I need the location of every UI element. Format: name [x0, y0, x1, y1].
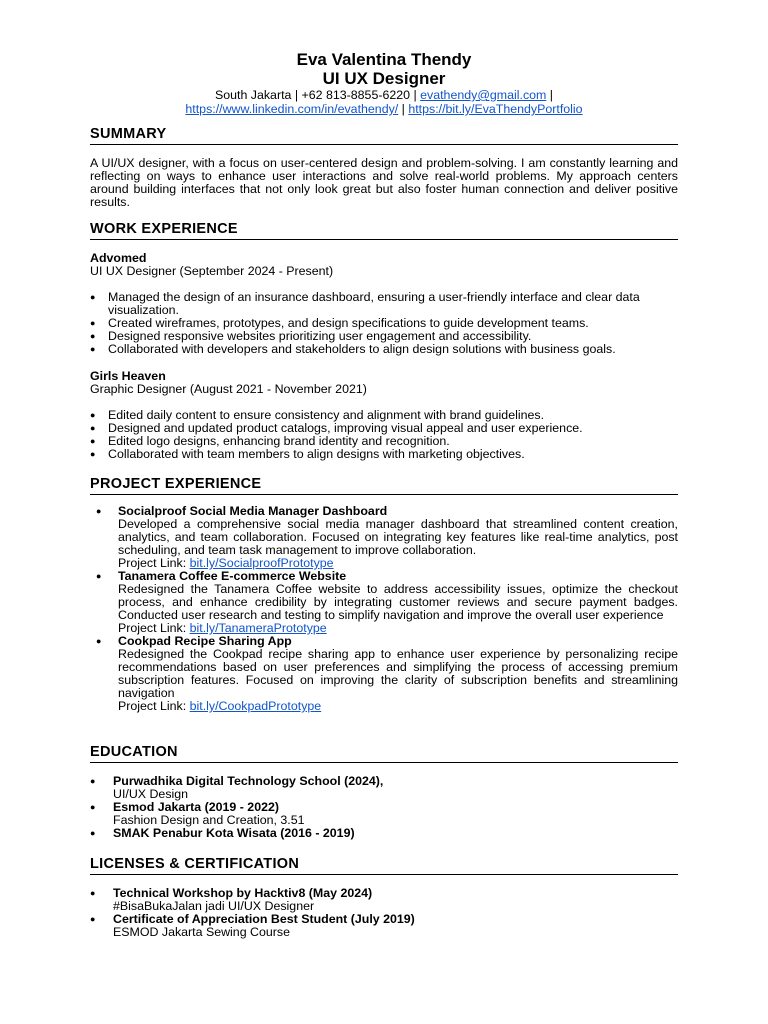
job-entry	[90, 252, 678, 356]
project-link-line	[118, 700, 678, 713]
email-link[interactable]: evathendy@gmail.com	[420, 88, 547, 102]
project-link-label: Project Link:	[118, 556, 190, 570]
links-line	[0, 102, 768, 116]
certifications-section	[90, 855, 678, 939]
work-section	[90, 220, 678, 461]
project-name: ● Socialproof Social Media Manager Dashboard	[118, 504, 388, 518]
job-role: UI UX Designer (September 2024 - Present)	[90, 264, 334, 278]
certification-detail: ESMOD Jakarta Sewing Course	[113, 925, 290, 939]
project-link-label: Project Link:	[118, 621, 190, 635]
projects-heading: PROJECT EXPERIENCE	[90, 475, 678, 495]
linkedin-link[interactable]: https://www.linkedin.com/in/evathendy/	[185, 102, 399, 116]
education-name: ● SMAK Penabur Kota Wisata (2016 - 2019)	[113, 826, 355, 840]
certification-list	[90, 887, 678, 939]
job-bullets	[90, 409, 678, 461]
education-detail: Fashion Design and Creation, 3.51	[113, 813, 305, 827]
project-description: Developed a comprehensive social media manager dashboard that streamlined content creation, analytics, and team collaboration. Focused on integrating key features like real-time analytics, post scheduling, and team task management to improve collaboration.	[118, 517, 678, 557]
links-separator: |	[398, 102, 409, 116]
certification-name: ● Technical Workshop by Hacktiv8 (May 2024)	[113, 886, 373, 900]
project-link[interactable]: bit.ly/SocialproofPrototype	[189, 556, 334, 570]
list-item: ● Edited daily content to ensure consistency and alignment with brand guidelines.	[90, 409, 678, 422]
job-company: Advomed	[90, 251, 147, 265]
list-item: ● Collaborated with team members to align designs with marketing objectives.	[90, 448, 678, 461]
project-link-label: Project Link:	[118, 699, 190, 713]
education-list	[90, 775, 678, 840]
summary-text: A UI/UX designer, with a focus on user-centered design and problem-solving. I am constantly learning and reflecting on ways to enhance user interactions and solve real-world problems. My approach centers around building interfaces that not only look great but also foster human connection and deliver positive results.	[90, 156, 678, 209]
portfolio-link[interactable]: https://bit.ly/EvaThendyPortfolio	[408, 102, 583, 116]
projects-section	[90, 475, 678, 713]
project-description: Redesigned the Tanamera Coffee website to address accessibility issues, optimize the checkout process, and enhance credibility by integrating customer reviews and secure payment badges. Conducted user research and testing to simplify navigation and improve the overall user experience	[118, 582, 678, 622]
list-item: ● Managed the design of an insurance dashboard, ensuring a user-friendly interface and clear data visualization.	[90, 291, 678, 317]
project-item	[90, 570, 678, 635]
list-item: ● Created wireframes, prototypes, and design specifications to guide development teams.	[90, 317, 678, 330]
certifications-heading: LICENSES & CERTIFICATION	[90, 855, 678, 875]
certification-detail: #BisaBukaJalan jadi UI/UX Designer	[113, 899, 315, 913]
education-heading: EDUCATION	[90, 743, 678, 763]
job-entry	[90, 370, 678, 461]
list-item: ● Designed and updated product catalogs, improving visual appeal and user experience.	[90, 422, 678, 435]
project-description: Redesigned the Cookpad recipe sharing app to enhance user experience by personalizing recipe recommendations based on user preferences and simplifying the process of accessing premium subscription features. Focused on improving the clarity of subscription benefits and streamlining navigation	[118, 647, 678, 700]
certification-item	[90, 887, 678, 913]
education-section	[90, 743, 678, 840]
summary-section	[90, 125, 678, 209]
project-name: ● Tanamera Coffee E-commerce Website	[118, 569, 347, 583]
education-item	[90, 827, 678, 840]
education-item	[90, 801, 678, 827]
job-role: Graphic Designer (August 2021 - November 2021)	[90, 382, 367, 396]
job-company: Girls Heaven	[90, 369, 166, 383]
list-item: ● Designed responsive websites prioritizing user engagement and accessibility.	[90, 330, 678, 343]
certification-item	[90, 913, 678, 939]
project-link[interactable]: bit.ly/TanameraPrototype	[189, 621, 327, 635]
contact-separator: |	[546, 88, 554, 102]
job-bullets	[90, 291, 678, 356]
list-item: ● Collaborated with developers and stakeholders to align design solutions with business goals.	[90, 343, 678, 356]
candidate-name: Eva Valentina Thendy	[296, 50, 472, 69]
education-name: ● Esmod Jakarta (2019 - 2022)	[113, 800, 279, 814]
work-heading: WORK EXPERIENCE	[90, 220, 678, 240]
education-detail: UI/UX Design	[113, 787, 189, 801]
project-item	[90, 505, 678, 570]
project-item	[90, 635, 678, 713]
certification-name: ● Certificate of Appreciation Best Student (July 2019)	[113, 912, 415, 926]
project-name: ● Cookpad Recipe Sharing App	[118, 634, 292, 648]
list-item: ● Edited logo designs, enhancing brand identity and recognition.	[90, 435, 678, 448]
project-list	[90, 505, 678, 713]
candidate-role: UI UX Designer	[322, 69, 446, 88]
education-item	[90, 775, 678, 801]
education-name: ● Purwadhika Digital Technology School (2024),	[113, 774, 384, 788]
contact-line	[0, 88, 768, 102]
resume-header	[0, 50, 768, 116]
location-phone: South Jakarta | +62 813-8855-6220 |	[214, 88, 421, 102]
project-link[interactable]: bit.ly/CookpadPrototype	[189, 699, 322, 713]
summary-heading: SUMMARY	[90, 125, 678, 145]
